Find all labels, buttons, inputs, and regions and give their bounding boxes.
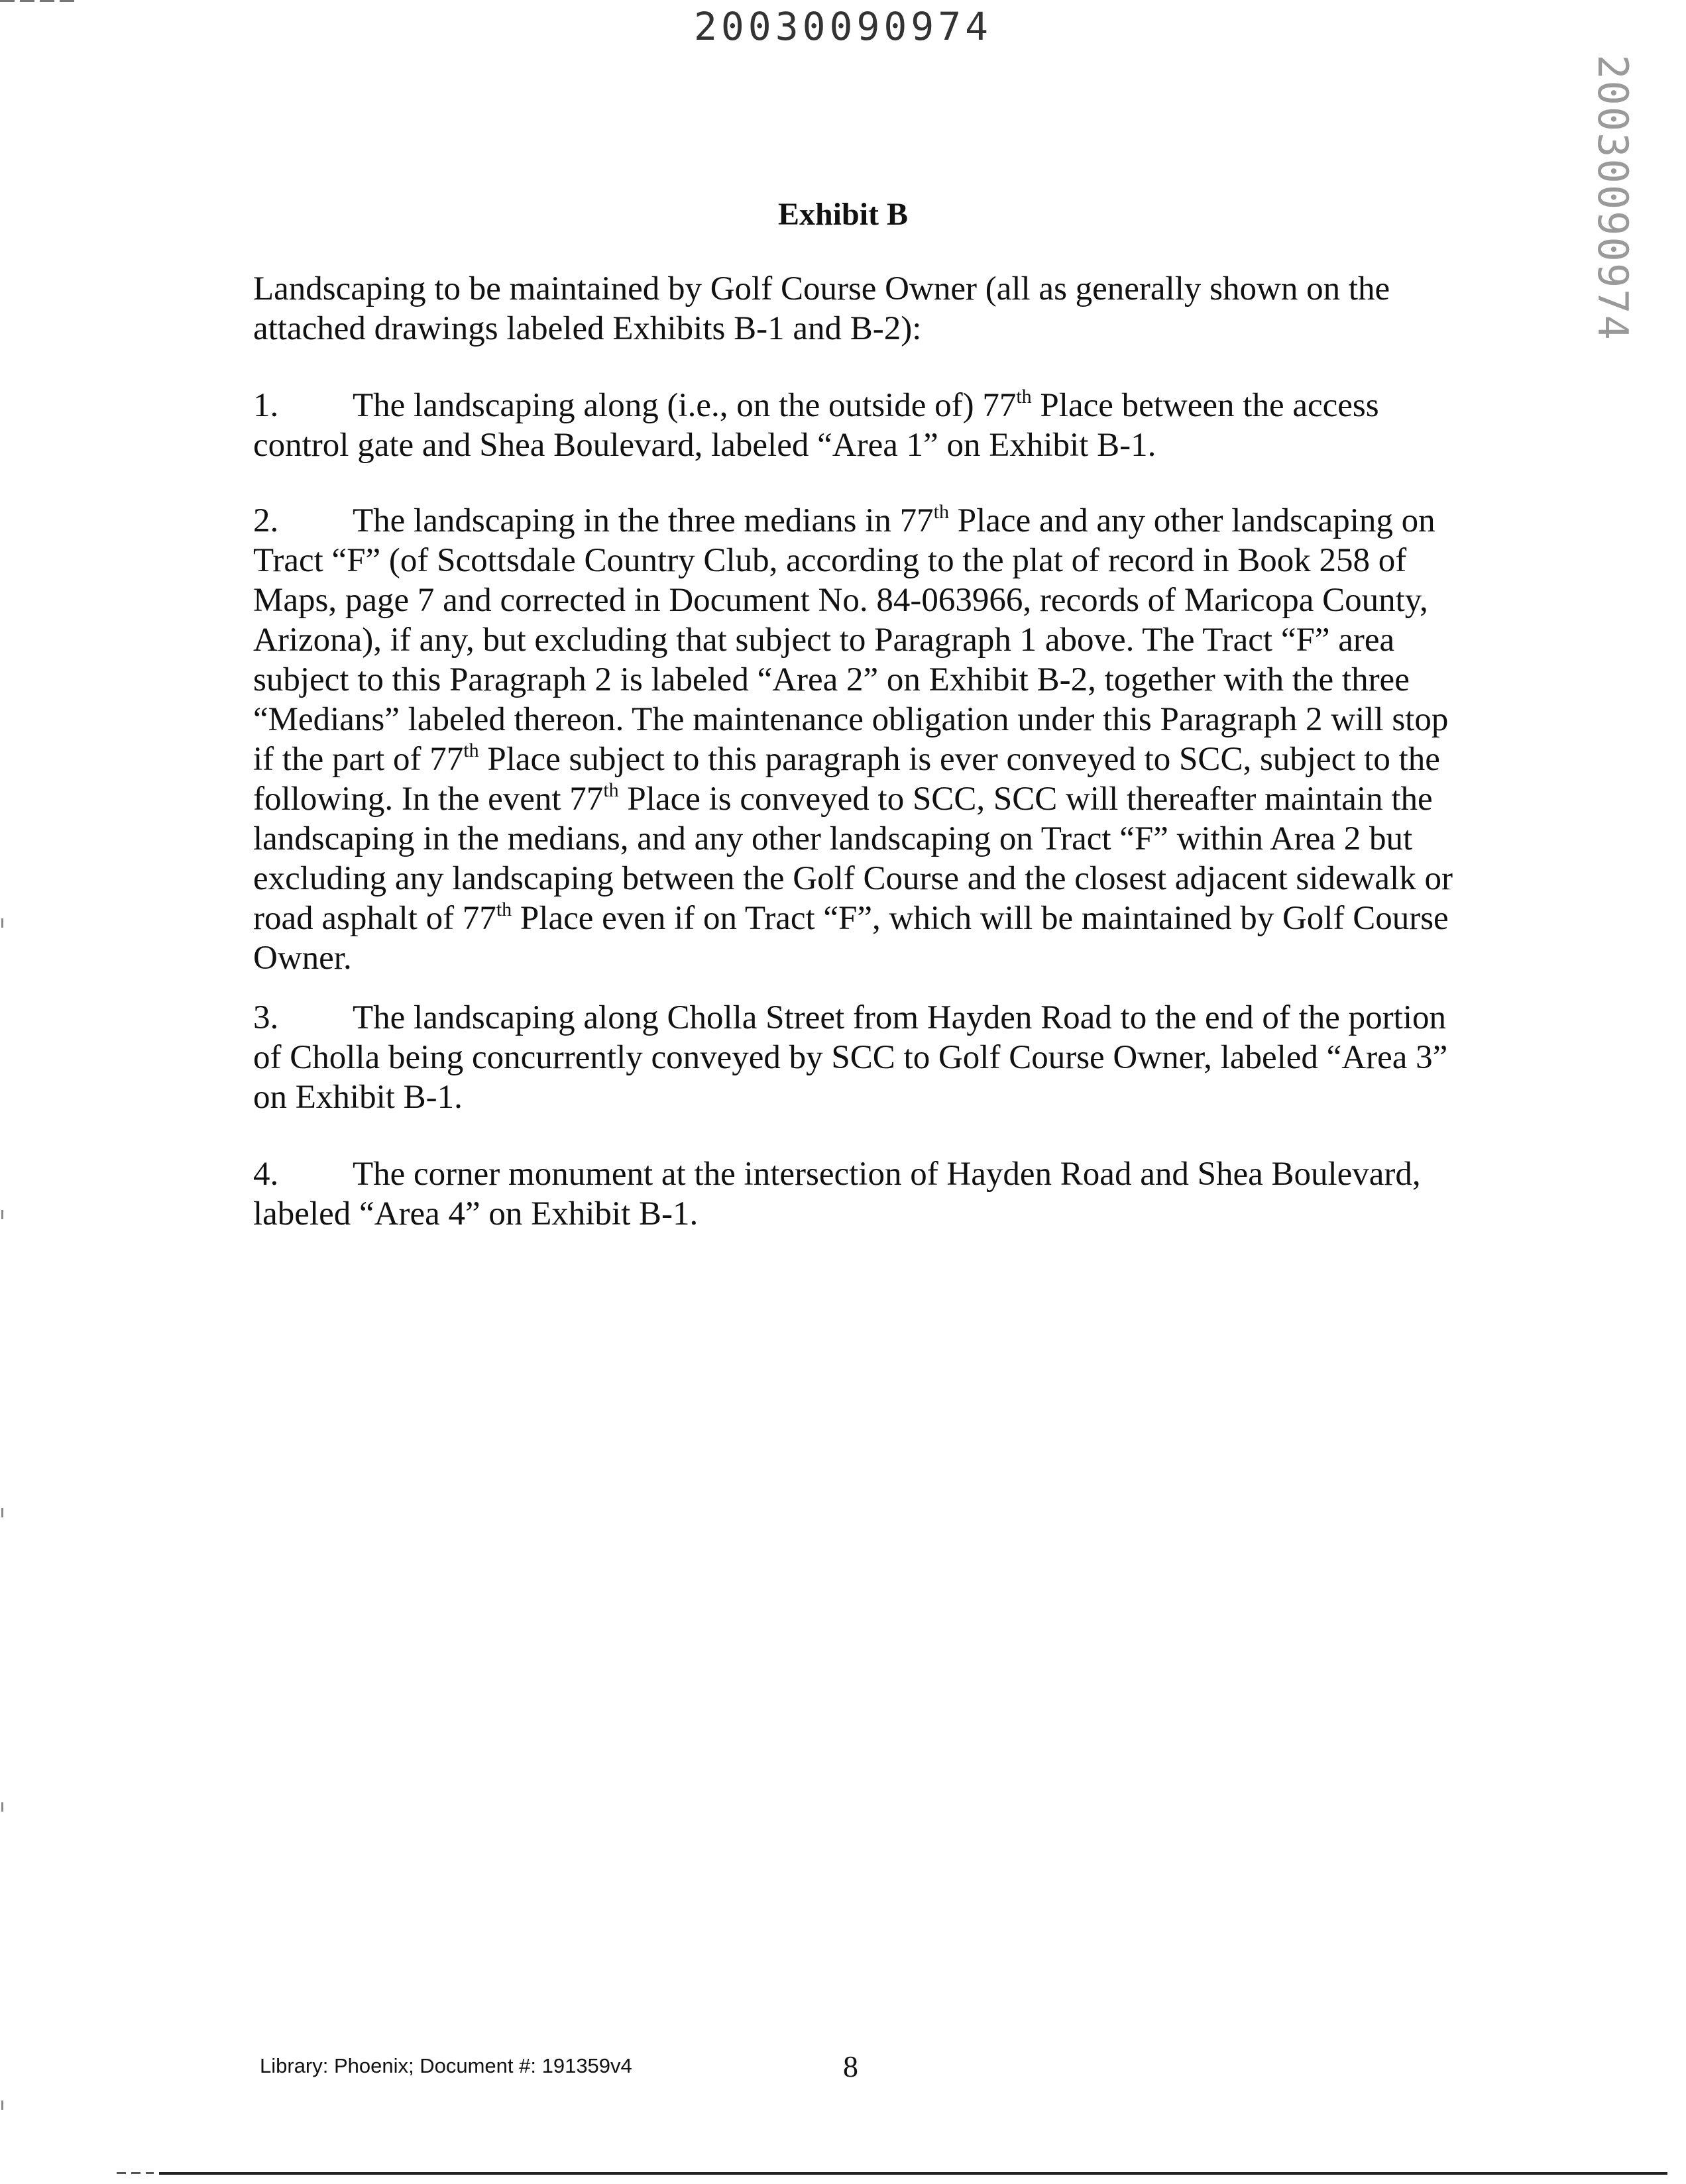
item-number: 3. [253, 999, 279, 1036]
ordinal-suffix: th [603, 779, 619, 801]
scan-corner-mark [0, 0, 80, 2]
item-text: Place and any other landscaping on Tract “F” (of Scottsdale Country Club, according to the plat of record in Book 258 of Maps, page 7 and corrected in Document No. 84-063966, records of Maricopa County, Arizona), if any, but excluding that subject to Paragraph 1 above. The Tract “F” area subject to this Paragraph 2 is labeled “Area 2” on Exhibit B-2, together with the three “Medians” labeled thereon. The maintenance obligation under this Paragraph 2 will stop if the part of 77 [253, 502, 1449, 778]
exhibit-title: Exhibit B [777, 197, 909, 232]
item-text: Place even if on Tract “F”, which will be maintained by Golf Course Owner. [253, 900, 1449, 977]
item-number: 4. [253, 1156, 279, 1193]
item-number: 2. [253, 502, 279, 539]
item-text: The landscaping along Cholla Street from Hayden Road to the end of the portion of Cholla being concurrently conveyed by SCC to Golf Course Owner, labeled “Area 3” on Exhibit B-1. [253, 999, 1448, 1116]
bottom-rule-dashes [117, 2172, 154, 2174]
margin-mark [1, 2101, 3, 2110]
ordinal-suffix: th [1016, 386, 1032, 408]
item-text: The landscaping in the three medians in 77 [353, 502, 934, 539]
margin-mark [1, 918, 3, 928]
item-text: The landscaping along (i.e., on the outside of) 77 [353, 387, 1017, 424]
item-text: Place is conveyed to SCC, SCC will thereafter maintain the landscaping in the medians, and any other landscaping on Tract “F” within Area 2 but excluding any landscaping between the Golf Course and the closest adjacent sidewalk or road asphalt of 77 [253, 781, 1453, 937]
list-item-3 [253, 998, 1453, 1117]
bottom-rule [159, 2172, 1667, 2175]
ordinal-suffix: th [496, 899, 512, 920]
list-item-1 [253, 386, 1453, 465]
margin-mark [1, 1802, 3, 1812]
side-stamp-text: 20030090974 [1588, 54, 1637, 341]
footer-library-reference: Library: Phoenix; Document #: 191359v4 [260, 2054, 632, 2077]
ordinal-suffix: th [463, 739, 479, 761]
list-item-2 [253, 501, 1453, 978]
item-text: Place subject to this paragraph is ever conveyed to SCC, subject to the following. In the event 77 [253, 741, 1440, 818]
item-text: The corner monument at the intersection of Hayden Road and Shea Boulevard, labeled “Area 4” on Exhibit B-1. [253, 1156, 1421, 1232]
item-number: 1. [253, 387, 279, 424]
page-number: 8 [843, 2049, 858, 2083]
intro-paragraph: Landscaping to be maintained by Golf Course Owner (all as generally shown on the attached drawings labeled Exhibits B-1 and B-2): [253, 270, 1390, 347]
margin-mark [1, 1508, 3, 1517]
recording-number: 20030090974 [693, 4, 993, 49]
item-text: Place between the access control gate and Shea Boulevard, labeled “Area 1” on Exhibit B-1. [253, 387, 1379, 464]
list-item-4 [253, 1154, 1453, 1234]
ordinal-suffix: th [933, 501, 950, 523]
margin-mark [1, 1210, 3, 1219]
